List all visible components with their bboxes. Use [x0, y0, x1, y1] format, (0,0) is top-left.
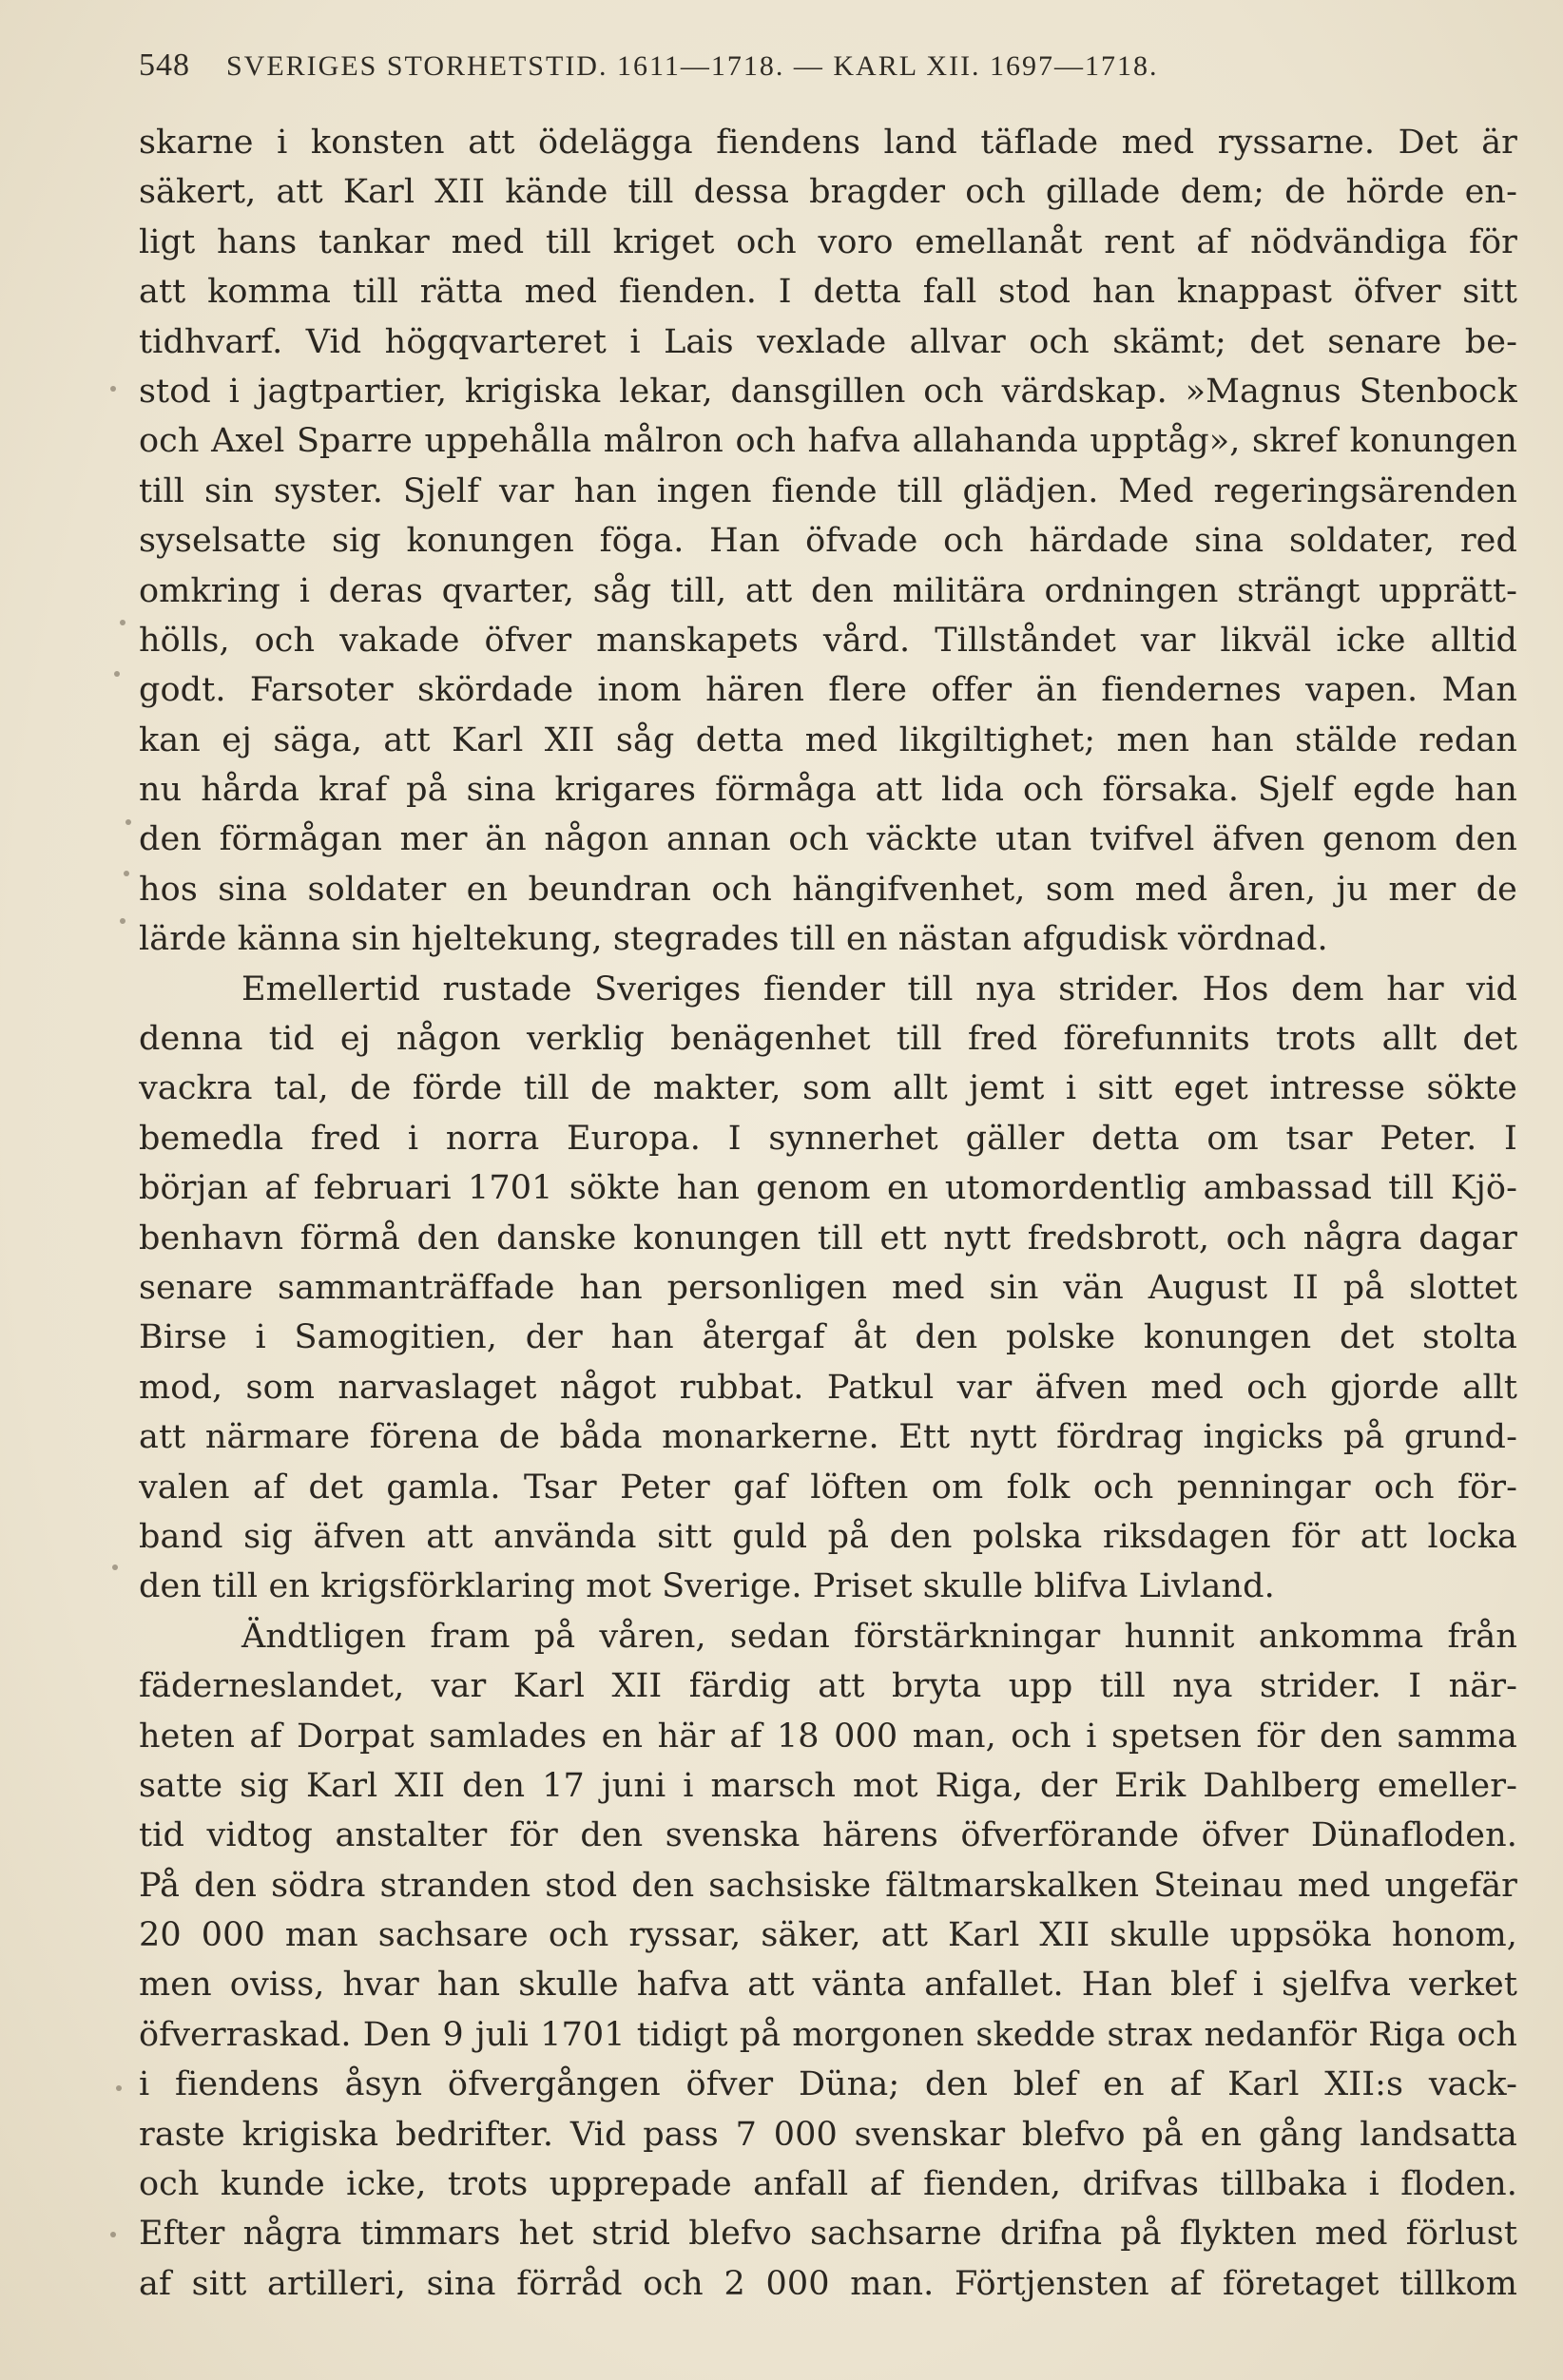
- text-line: kan ej säga, att Karl XII såg detta med likgiltighet; men han stälde redan: [139, 720, 1517, 759]
- text-line: benhavn förmå den danske konungen till ett nytt fredsbrott, och några dagar: [139, 1219, 1517, 1257]
- text-line: att närmare förena de båda monarkerne. Ett nytt fördrag ingicks på grund-: [139, 1418, 1517, 1457]
- margin-speck: [110, 386, 116, 392]
- text-line: att komma till rätta med fienden. I detta fall stod han knappast öfver sitt: [139, 273, 1517, 312]
- text-line: 20 000 man sachsare och ryssar, säker, att Karl XII skulle uppsöka honom,: [139, 1916, 1517, 1955]
- text-line: Efter några timmars het strid blefvo sachsarne drifna på flykten med förlust: [139, 2215, 1517, 2254]
- running-title: SVERIGES STORHETSTID. 1611—1718. — KARL XII. 1697—1718.: [226, 50, 1159, 82]
- margin-speck: [110, 2232, 116, 2237]
- text-line: säkert, att Karl XII kände till dessa bragder och gillade dem; de hörde en-: [139, 173, 1517, 212]
- margin-speck: [124, 871, 129, 876]
- text-line: raste krigiska bedrifter. Vid pass 7 000 svenskar blefvo på en gång landsatta: [139, 2115, 1517, 2154]
- text-line: hölls, och vakade öfver manskapets vård. Tillståndet var likväl icke alltid: [139, 621, 1517, 660]
- text-line: hos sina soldater en beundran och hängifvenhet, som med åren, ju mer de: [139, 870, 1517, 909]
- paragraph-start-line: Emellertid rustade Sveriges fiender till nya strider. Hos dem har vid: [241, 969, 1517, 1008]
- text-line: stod i jagtpartier, krigiska lekar, dansgillen och värdskap. »Magnus Stenbock: [139, 372, 1517, 411]
- page-number: 548: [139, 48, 190, 83]
- text-line: skarne i konsten att ödelägga fiendens land täflade med ryssarne. Det är: [139, 124, 1517, 162]
- text-line: nu hårda kraf på sina krigares förmåga att lida och försaka. Sjelf egde han: [139, 771, 1517, 810]
- margin-speck: [120, 918, 125, 924]
- text-line: tid vidtog anstalter för den svenska härens öfverförande öfver Dünafloden.: [139, 1816, 1517, 1855]
- text-line: i fiendens åsyn öfvergången öfver Düna; den blef en af Karl XII:s vack-: [139, 2065, 1517, 2104]
- text-line: tidhvarf. Vid högqvarteret i Lais vexlade allvar och skämt; det senare be-: [139, 322, 1517, 361]
- body-text: [139, 118, 1517, 2309]
- margin-speck: [112, 1564, 118, 1570]
- text-line: På den södra stranden stod den sachsiske fältmarskalken Steinau med ungefär: [139, 1866, 1517, 1905]
- margin-speck: [114, 671, 120, 677]
- text-line: början af februari 1701 sökte han genom en utomordentlig ambassad till Kjö-: [139, 1169, 1517, 1208]
- text-line: denna tid ej någon verklig benägenhet till fred förefunnits trots allt det: [139, 1020, 1517, 1059]
- text-line: senare sammanträffade han personligen med sin vän August II på slottet: [139, 1268, 1517, 1307]
- text-line: omkring i deras qvarter, såg till, att den militära ordningen strängt upprätt-: [139, 571, 1517, 610]
- text-line: satte sig Karl XII den 17 juni i marsch mot Riga, der Erik Dahlberg emeller-: [139, 1766, 1517, 1805]
- text-line: men oviss, hvar han skulle hafva att vänta anfallet. Han blef i sjelfva verket: [139, 1966, 1517, 2005]
- text-line: fäderneslandet, var Karl XII färdig att bryta upp till nya strider. I när-: [139, 1667, 1517, 1706]
- margin-speck: [125, 819, 131, 825]
- text-line: och kunde icke, trots upprepade anfall af fienden, drifvas tillbaka i floden.: [139, 2165, 1517, 2204]
- text-line: band sig äfven att använda sitt guld på den polska riksdagen för att locka: [139, 1517, 1517, 1556]
- text-line: ligt hans tankar med till kriget och voro emellanåt rent af nödvändiga för: [139, 222, 1517, 261]
- text-line: mod, som narvaslaget något rubbat. Patkul var äfven med och gjorde allt: [139, 1368, 1517, 1407]
- text-line: den förmågan mer än någon annan och väckte utan tvifvel äfven genom den: [139, 820, 1517, 859]
- paragraph-start-line: Ändtligen fram på våren, sedan förstärkningar hunnit ankomma från: [241, 1617, 1517, 1656]
- running-header: [139, 48, 1470, 93]
- paragraph-end-line: lärde känna sin hjeltekung, stegrades till en nästan afgudisk vördnad.: [139, 920, 1328, 959]
- text-line: till sin syster. Sjelf var han ingen fiende till glädjen. Med regeringsärenden: [139, 471, 1517, 510]
- text-line: af sitt artilleri, sina förråd och 2 000 man. Förtjensten af företaget tillkom: [139, 2264, 1517, 2303]
- text-line: vackra tal, de förde till de makter, som allt jemt i sitt eget intresse sökte: [139, 1069, 1517, 1108]
- text-line: öfverraskad. Den 9 juli 1701 tidigt på morgonen skedde strax nedanför Riga och: [139, 2015, 1517, 2054]
- text-line: syselsatte sig konungen föga. Han öfvade och härdade sina soldater, red: [139, 522, 1517, 561]
- text-line: bemedla fred i norra Europa. I synnerhet gäller detta om tsar Peter. I: [139, 1119, 1517, 1158]
- text-line: och Axel Sparre uppehålla målron och hafva allahanda upptåg», skref konungen: [139, 422, 1517, 461]
- text-line: valen af det gamla. Tsar Peter gaf löften om folk och penningar och för-: [139, 1468, 1517, 1507]
- margin-speck: [120, 620, 125, 625]
- margin-speck: [116, 2085, 122, 2091]
- text-line: heten af Dorpat samlades en här af 18 000 man, och i spetsen för den samma: [139, 1717, 1517, 1756]
- text-line: godt. Farsoter skördade inom hären flere offer än fiendernes vapen. Man: [139, 671, 1517, 710]
- paragraph-end-line: den till en krigsförklaring mot Sverige. Priset skulle blifva Livland.: [139, 1567, 1275, 1606]
- text-line: Birse i Samogitien, der han återgaf åt den polske konungen det stolta: [139, 1318, 1517, 1357]
